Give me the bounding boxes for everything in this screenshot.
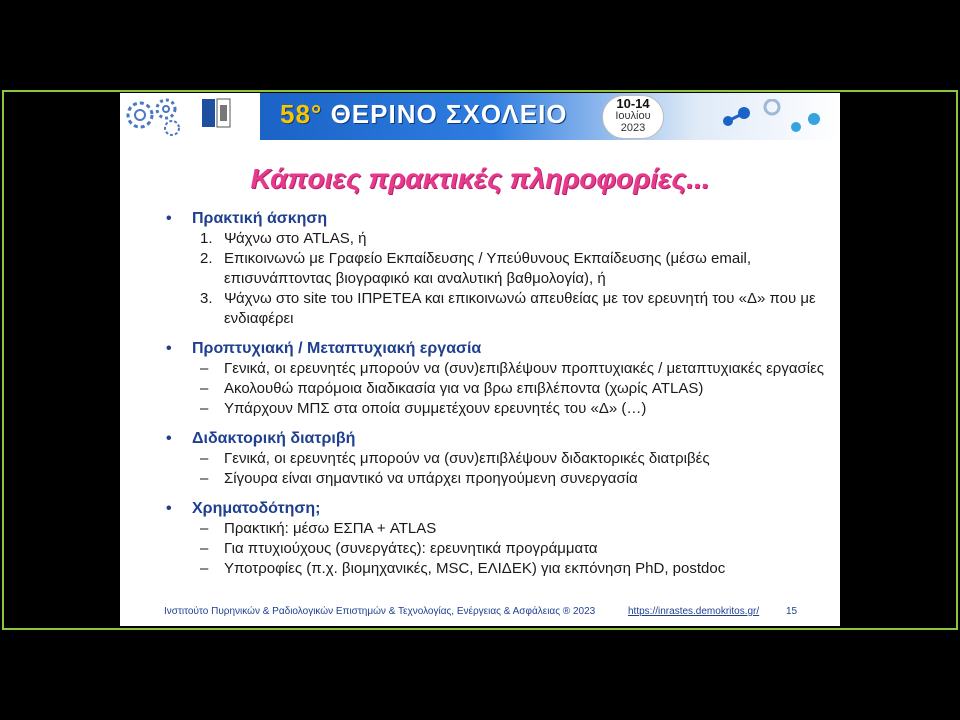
list-item: 2. Επικοινωνώ με Γραφείο Εκπαίδευσης / Υπεύθυνους Εκπαίδευσης (μέσω email, επισυνάπτοντας βιογραφικό και αναλυτική βαθμολογία), ή <box>200 250 752 287</box>
date-badge <box>602 95 664 139</box>
section-thesis: • Προπτυχιακή / Μεταπτυχιακή εργασία – Γενικά, οι ερευνητές μπορούν να (συν)επιβλέψουν προπτυχιακές / μεταπτυχιακές εργασίες – Ακολουθώ παρόμοια διαδικασία για να βρω επιβλέποντα (χωρίς ATLAS) – Υπάρχουν ΜΠΣ στα οποία συμμετέχουν ερευνητές του «Δ» (…) <box>166 340 824 417</box>
section-heading: Προπτυχιακή / Μεταπτυχιακή εργασία <box>192 340 482 357</box>
date-days: 10-14 <box>616 96 650 111</box>
list-item: 1. Ψάχνω στο ATLAS, ή <box>200 230 367 247</box>
slide-banner <box>120 93 840 140</box>
list-item: – Σίγουρα είναι σημαντικό να υπάρχει προηγούμενη συνεργασία <box>200 470 638 487</box>
list-item: – Γενικά, οι ερευνητές μπορούν να (συν)επιβλέψουν διδακτορικές διατριβές <box>200 450 710 467</box>
gears-icon <box>120 93 190 140</box>
section-heading: Χρηματοδότηση; <box>192 500 321 517</box>
list-item: – Για πτυχιούχους (συνεργάτες): ερευνητικά προγράμματα <box>200 540 598 557</box>
slide-content <box>166 209 826 579</box>
section-phd: • Διδακτορική διατριβή – Γενικά, οι ερευνητές μπορούν να (συν)επιβλέψουν διδακτορικές διατριβές – Σίγουρα είναι σημαντικό να υπάρχει προηγούμενη συνεργασία <box>166 429 826 489</box>
demokritos-logo-icon <box>200 97 232 137</box>
section-funding: • Χρηματοδότηση; – Πρακτική: μέσω ΕΣΠΑ + ATLAS – Για πτυχιούχους (συνεργάτες): ερευνητικά προγράμματα – Υποτροφίες (π.χ. βιομηχανικές, MSC, ΕΛΙΔΕΚ) για εκπόνηση PhD, postdoc <box>166 499 826 579</box>
page-number: 15 <box>786 606 798 617</box>
list-item: – Υποτροφίες (π.χ. βιομηχανικές, MSC, ΕΛΙΔΕΚ) για εκπόνηση PhD, postdoc <box>200 560 726 577</box>
footer-link[interactable]: https://inrastes.demokritos.gr/ <box>628 606 760 617</box>
date-month: Ιουλίου <box>615 110 651 122</box>
presentation-slide <box>120 93 840 626</box>
list-item: – Ακολουθώ παρόμοια διαδικασία για να βρω επιβλέποντα (χωρίς ATLAS) <box>200 380 704 397</box>
section-heading: Διδακτορική διατριβή <box>192 430 356 447</box>
list-item: – Πρακτική: μέσω ΕΣΠΑ + ATLAS <box>200 520 437 537</box>
section-heading: Πρακτική άσκηση <box>192 210 328 227</box>
footer-org: Ινστιτούτο Πυρηνικών & Ραδιολογικών Επιστημών & Τεχνολογίας, Ενέργειας & Ασφάλειας ® 2023 <box>164 606 596 617</box>
date-year: 2023 <box>620 122 646 134</box>
school-number: 58° <box>280 99 323 129</box>
section-internship: • Πρακτική άσκηση 1. Ψάχνω στο ATLAS, ή 2. Επικοινωνώ με Γραφείο Εκπαίδευσης / Υπεύθυνους Εκπαίδευσης (μέσω email, επισυνάπτοντας βιογραφικό και αναλυτική βαθμολογία), ή 3. Ψάχνω στο site του ΙΠΡΕΤΕΑ και επικοινωνώ απευθείας με τον ερευνητή του «Δ» που με ενδιαφέρει <box>166 209 826 329</box>
school-name: ΘΕΡΙΝΟ ΣΧΟΛΕΙΟ <box>330 99 568 129</box>
list-item: 3. Ψάχνω στο site του ΙΠΡΕΤΕΑ και επικοινωνώ απευθείας με τον ερευνητή του «Δ» που με ενδιαφέρει <box>200 290 816 327</box>
list-item: – Γενικά, οι ερευνητές μπορούν να (συν)επιβλέψουν προπτυχιακές / μεταπτυχιακές εργασίες <box>200 360 824 377</box>
summer-school-title <box>280 99 568 130</box>
molecule-decoration-icon <box>718 99 828 135</box>
list-item: – Υπάρχουν ΜΠΣ στα οποία συμμετέχουν ερευνητές του «Δ» (…) <box>200 400 647 417</box>
slide-title: Κάποιες πρακτικές πληροφορίες... <box>250 163 710 194</box>
